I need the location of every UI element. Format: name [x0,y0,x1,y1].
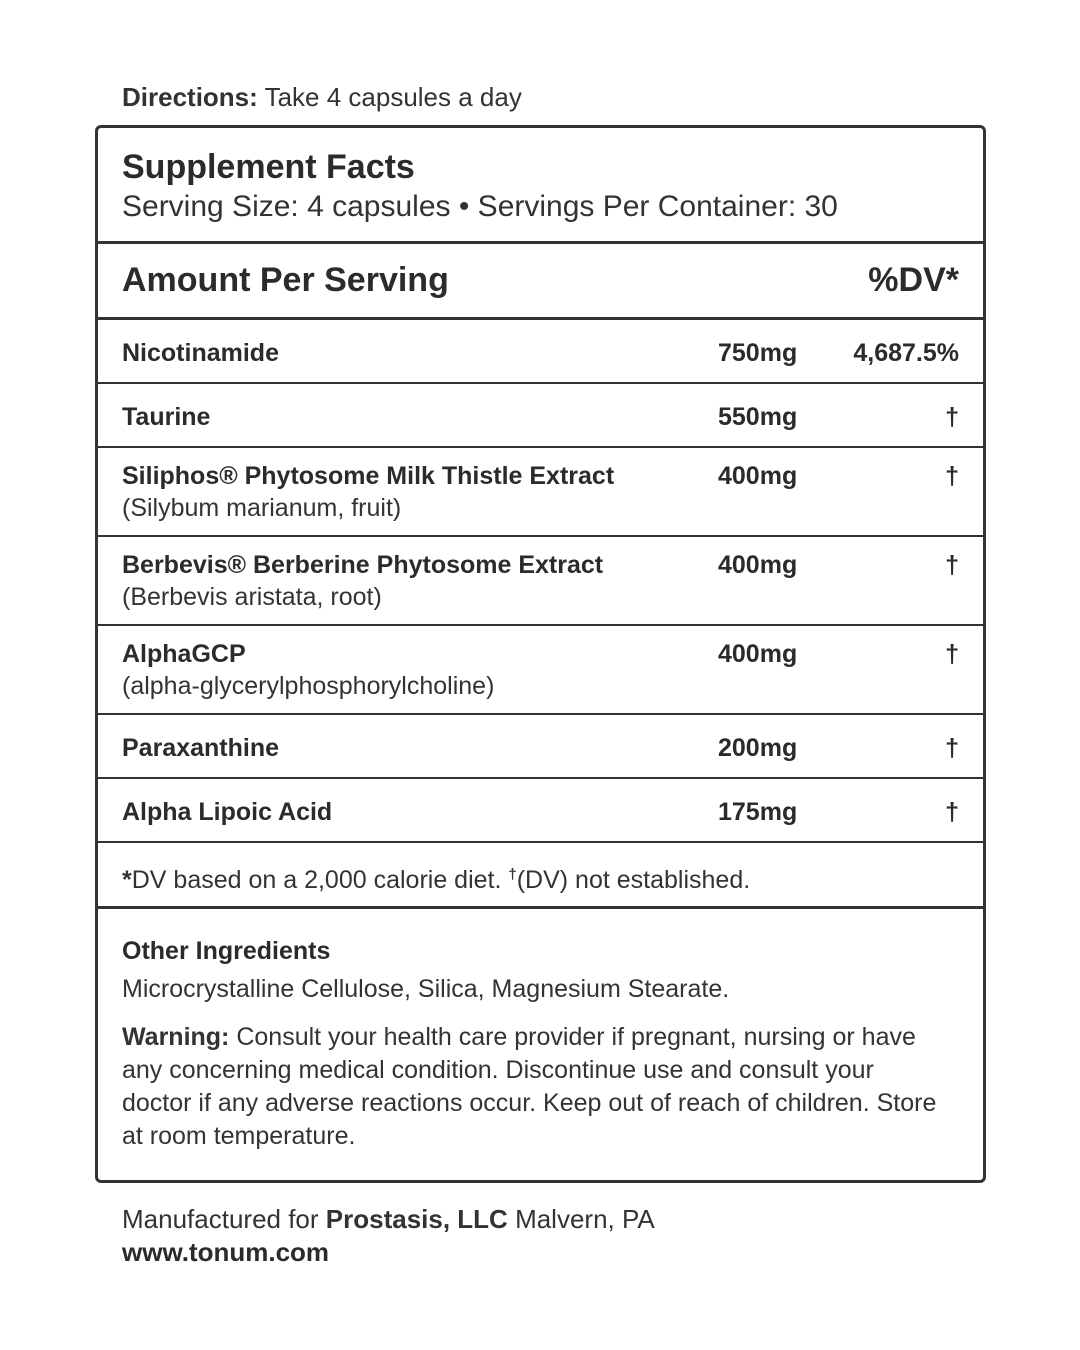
ingredient-name: AlphaGCP [122,640,246,668]
ingredient-dv: † [945,403,959,431]
ingredient-row [98,537,983,626]
ingredient-amount: 200mg [718,734,798,762]
warning-text [122,1021,942,1153]
ingredient-name: Taurine [122,403,211,431]
ingredient-name: Berbevis® Berberine Phytosome Extract [122,551,604,579]
ingredient-amount: 175mg [718,798,798,826]
dv-footnote [98,843,983,909]
directions-text: Take 4 capsules a day [257,82,522,112]
serving-info: Serving Size: 4 capsules • Servings Per Container: 30 [122,190,838,223]
footnote-star: * [122,866,132,894]
footnote-not-established: (DV) not established. [516,866,751,894]
warning-body: Consult your health care provider if pregnant, nursing or have any concerning medical condition. Discontinue use and consult your doctor if any adverse reactions occur. Keep out of reach of children. Store at room temperature. [122,1023,937,1150]
footnote-dagger: † [508,866,517,883]
other-ingredients-title: Other Ingredients [122,937,331,965]
manufactured-prefix: Manufactured for [122,1204,326,1234]
supplement-facts-panel [95,125,986,1183]
directions-label: Directions: [122,82,258,112]
ingredient-source: (Silybum marianum, fruit) [122,494,402,522]
ingredient-amount: 400mg [718,640,798,668]
company-location: Malvern, PA [507,1204,655,1234]
ingredient-row [98,448,983,537]
other-ingredients-section [98,909,983,1153]
manufacturer-line [122,1203,655,1236]
footnote-dv-basis: DV based on a 2,000 calorie diet. [131,866,509,894]
ingredient-row [98,384,983,448]
facts-title: Supplement Facts [122,148,415,186]
ingredient-dv: † [945,551,959,579]
amount-per-serving-label: Amount Per Serving [122,261,449,299]
ingredient-row [98,779,983,843]
ingredient-name: Alpha Lipoic Acid [122,798,333,826]
website-link[interactable]: www.tonum.com [122,1237,330,1267]
ingredient-row [98,320,983,384]
ingredient-row [98,715,983,779]
ingredient-amount: 550mg [718,403,798,431]
ingredient-amount: 400mg [718,462,798,490]
ingredient-dv: † [945,798,959,826]
facts-header [98,128,983,244]
ingredient-dv: † [945,462,959,490]
ingredient-amount: 400mg [718,551,798,579]
dv-header: %DV* [868,261,959,299]
ingredient-dv: † [945,640,959,668]
ingredient-amount: 750mg [718,339,798,367]
warning-label: Warning: [122,1023,230,1051]
ingredient-dv: 4,687.5% [853,339,959,367]
ingredient-name: Paraxanthine [122,734,280,762]
ingredient-name: Siliphos® Phytosome Milk Thistle Extract [122,462,615,490]
ingredient-source: (alpha-glycerylphosphorylcholine) [122,672,495,700]
other-ingredients-list: Microcrystalline Cellulose, Silica, Magnesium Stearate. [122,975,730,1003]
directions [122,80,522,114]
ingredient-name: Nicotinamide [122,339,279,367]
company-name: Prostasis, LLC [325,1204,508,1234]
ingredient-dv: † [945,734,959,762]
ingredient-source: (Berbevis aristata, root) [122,583,382,611]
amount-per-serving-header [98,244,983,320]
ingredient-row [98,626,983,715]
